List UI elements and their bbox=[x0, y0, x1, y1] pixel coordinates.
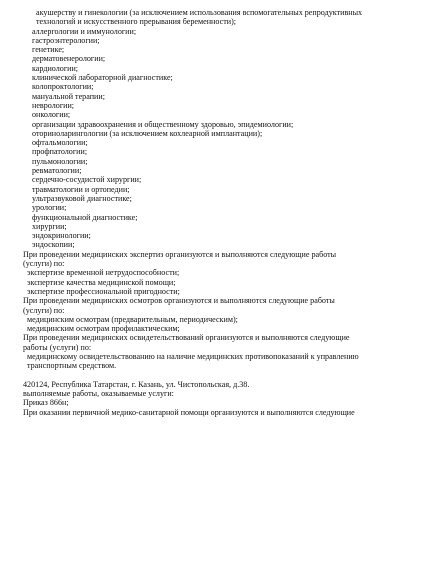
intro-line: технологий и искусственного прерывания беременности); bbox=[36, 17, 237, 27]
expertise-item: экспертизе временной нетрудоспособности; bbox=[27, 268, 180, 278]
specialty-item: организации здравоохранения и общественному здоровью, эпидемиологии; bbox=[32, 119, 294, 129]
specialty-item: генетике; bbox=[32, 45, 65, 55]
specialty-item: функциональной диагностике; bbox=[32, 212, 138, 222]
section-heading: При проведении медицинских экспертиз организуются и выполняются следующие работы bbox=[23, 249, 337, 259]
order-reference: Приказ 866н; bbox=[23, 398, 69, 408]
intro-paragraph bbox=[0, 8, 430, 27]
section-heading: При проведении медицинских осмотров организуются и выполняются следующие работы bbox=[23, 296, 335, 306]
specialty-item: пульмонологии; bbox=[32, 156, 88, 166]
specialty-item: колопроктологии; bbox=[32, 82, 94, 92]
specialty-item: эндокринологии; bbox=[32, 231, 91, 241]
section-heading: (услуги) по: bbox=[23, 305, 65, 315]
certification-item: транспортным средством. bbox=[27, 361, 117, 371]
section-heading: (услуги) по: bbox=[23, 259, 65, 269]
specialty-item: онкологии; bbox=[32, 110, 71, 120]
specialty-item: клинической лабораторной диагностике; bbox=[32, 73, 173, 83]
specialty-item: дерматовенерологии; bbox=[32, 54, 106, 64]
exams-section bbox=[0, 296, 430, 333]
address-block bbox=[0, 380, 430, 417]
specialty-list bbox=[0, 27, 430, 250]
specialty-item: травматологии и ортопедии; bbox=[32, 184, 130, 194]
intro-line: акушерству и гинекологии (за исключением использования вспомогательных репродуктивных bbox=[36, 8, 363, 17]
exam-item: медицинским осмотрам профилактическим; bbox=[27, 324, 180, 334]
works-label: выполняемые работы, оказываемые услуги: bbox=[23, 389, 174, 399]
specialty-item: профпатологии; bbox=[32, 147, 88, 157]
specialty-item: урологии; bbox=[32, 203, 67, 213]
specialty-item: кардиологии; bbox=[32, 63, 79, 73]
specialty-item: офтальмологии; bbox=[32, 138, 88, 148]
section-gap bbox=[0, 371, 430, 380]
specialty-item: гастроэнтерологии; bbox=[32, 35, 100, 45]
address-line: 420124, Республика Татарстан, г. Казань, ул. Чистопольская, д.38. bbox=[23, 379, 250, 389]
specialty-item: ультразвуковой диагностике; bbox=[32, 193, 132, 203]
section-heading: работы (услуги) по: bbox=[23, 342, 92, 352]
specialty-item: неврологии; bbox=[32, 100, 75, 110]
specialty-item: мануальной терапии; bbox=[32, 91, 105, 101]
certification-item: медицинскому освидетельствованию на наличие медицинских противопоказаний к управлению bbox=[27, 351, 359, 361]
specialty-item: сердечно-сосудистой хирургии; bbox=[32, 175, 142, 185]
certification-section bbox=[0, 333, 430, 370]
specialty-item: ревматологии; bbox=[32, 166, 82, 176]
expertise-section bbox=[0, 250, 430, 296]
specialty-item: аллергологии и иммунологии; bbox=[32, 26, 137, 36]
specialty-item: оториноларингологии (за исключением кохлеарной имплантации); bbox=[32, 128, 263, 138]
specialty-item: эндоскопии; bbox=[32, 240, 75, 250]
section-heading: При проведении медицинских освидетельствований организуются и выполняются следующие bbox=[23, 333, 350, 343]
expertise-item: экспертизе качества медицинской помощи; bbox=[27, 277, 176, 287]
exam-item: медицинским осмотрам (предварительным, периодическим); bbox=[27, 314, 238, 324]
expertise-item: экспертизе профессиональной пригодности; bbox=[27, 286, 180, 296]
section-heading: При оказании первичной медико-санитарной помощи организуются и выполняются следующие bbox=[23, 407, 355, 417]
specialty-item: хирургии; bbox=[32, 221, 67, 231]
